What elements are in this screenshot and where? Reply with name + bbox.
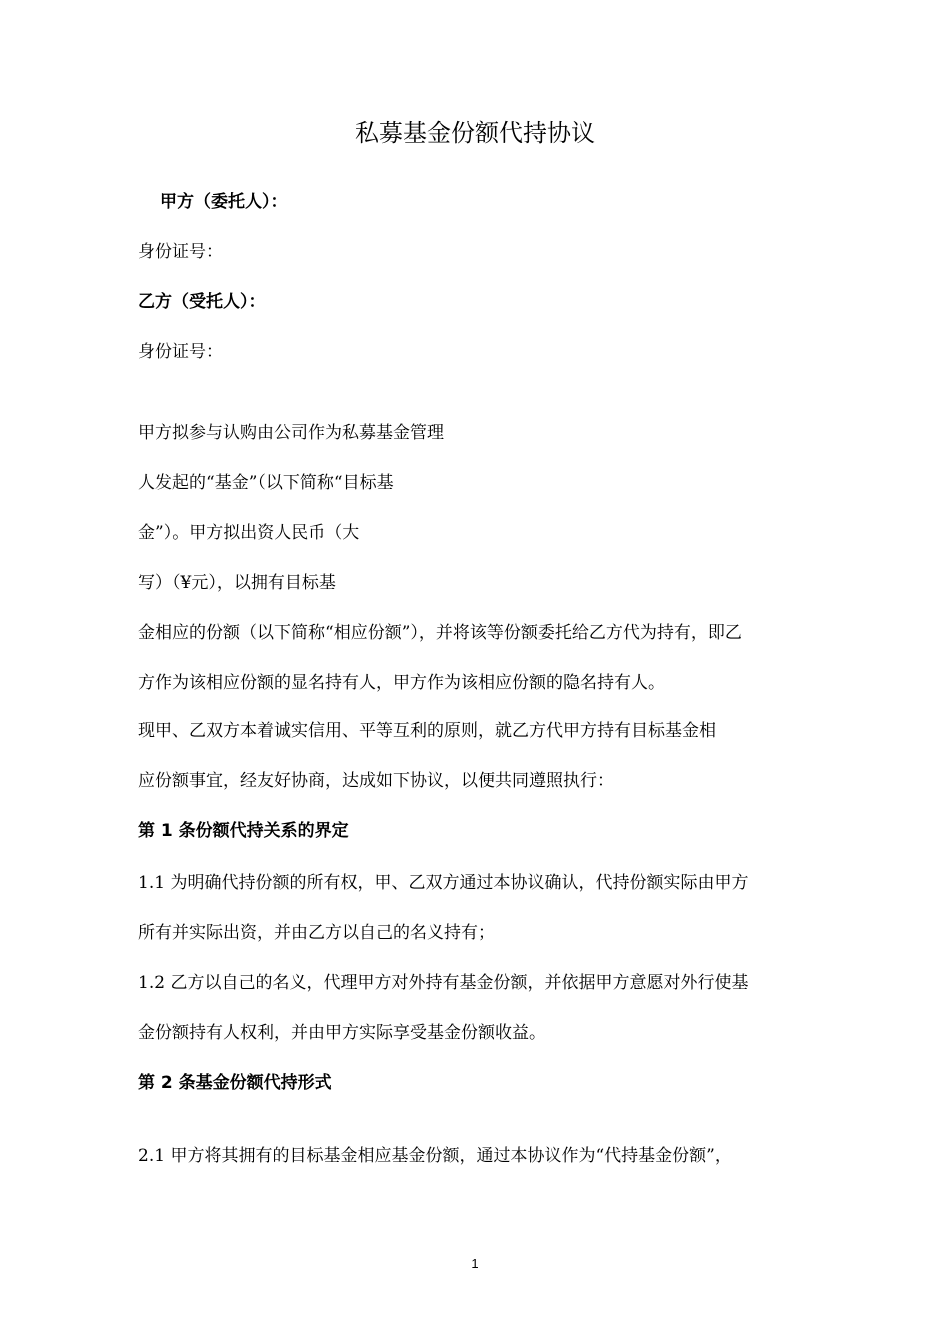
body-line-8: 应份额事宜，经友好协商，达成如下协议，以便共同遵照执行： [138, 771, 614, 791]
article-2-heading: 第 2 条基金份额代持形式 [138, 1073, 332, 1093]
body-line-3: 金”）。甲方拟出资人民币（大 [138, 523, 360, 543]
party-a-label: 甲方（委托人）： [160, 192, 288, 212]
party-a-id-label: 身份证号： [138, 242, 223, 262]
page-number: 1 [471, 1256, 479, 1271]
body-line-7: 现甲、乙双方本着诚实信用、平等互利的原则，就乙方代甲方持有目标基金相 [138, 721, 716, 741]
clause-1-1-line-1: 1.1 为明确代持份额的所有权，甲、乙双方通过本协议确认，代持份额实际由甲方 [138, 873, 749, 893]
body-line-4: 写）（¥元），以拥有目标基 [138, 573, 336, 593]
clause-1-2-line-2: 金份额持有人权利，并由甲方实际享受基金份额收益。 [138, 1023, 546, 1043]
party-b-label: 乙方（受托人）： [138, 292, 266, 312]
body-line-6: 方作为该相应份额的显名持有人，甲方作为该相应份额的隐名持有人。 [138, 673, 665, 693]
clause-2-1-line-1: 2.1 甲方将其拥有的目标基金相应基金份额，通过本协议作为“代持基金份额”， [138, 1146, 732, 1166]
party-b-id-label: 身份证号： [138, 342, 223, 362]
body-line-1: 甲方拟参与认购由公司作为私募基金管理 [138, 423, 444, 443]
document-title: 私募基金份额代持协议 [355, 119, 595, 147]
article-1-heading: 第 1 条份额代持关系的界定 [138, 821, 349, 841]
clause-1-2-line-1: 1.2 乙方以自己的名义，代理甲方对外持有基金份额，并依据甲方意愿对外行使基 [138, 973, 749, 993]
body-line-2: 人发起的“基金”（以下简称“目标基 [138, 473, 394, 493]
clause-1-1-line-2: 所有并实际出资，并由乙方以自己的名义持有； [138, 923, 495, 943]
body-line-5: 金相应的份额（以下简称“相应份额”），并将该等份额委托给乙方代为持有，即乙 [138, 623, 742, 643]
